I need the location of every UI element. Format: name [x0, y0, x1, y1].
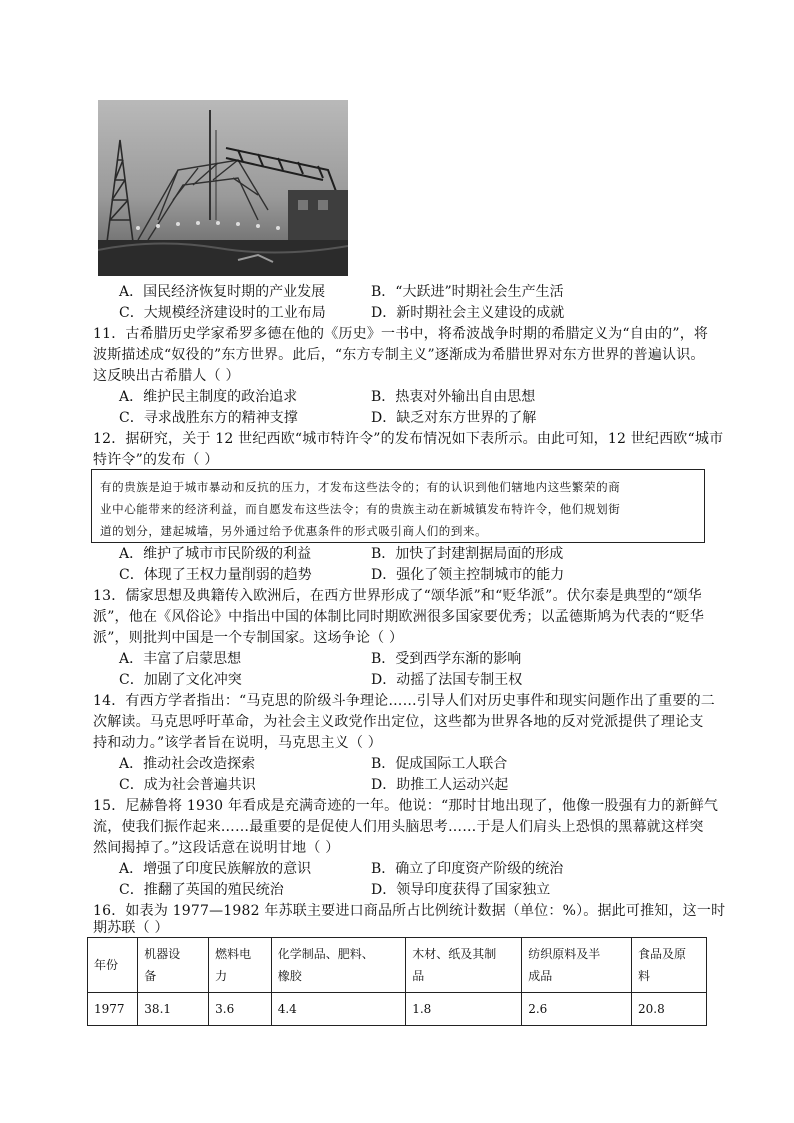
cell-food: 20.8	[632, 993, 707, 1026]
q15-option-b[interactable]: B．确立了印度资产阶级的统治	[371, 861, 564, 877]
q12-source-line-2: 业中心能带来的经济利益，而自愿发布这些法令；有的贵族主动在新城镇发布特许令，他们规划街	[100, 502, 621, 516]
q16-stem-line-2: 期苏联（ ）	[93, 920, 169, 936]
q15-option-c[interactable]: C．推翻了英国的殖民统治	[119, 882, 284, 898]
q14-stem-line-1: 14．有西方学者指出：“马克思的阶级斗争理论……引导人们对历史事件和现实问题作出了重要的二	[93, 693, 715, 709]
q10-option-a[interactable]: A．国民经济恢复时期的产业发展	[119, 284, 326, 300]
q10-option-d[interactable]: D．新时期社会主义建设的成就	[371, 305, 565, 321]
q15-option-a[interactable]: A．增强了印度民族解放的意识	[119, 861, 312, 877]
q12-source-box	[91, 469, 705, 543]
q11-option-d[interactable]: D．缺乏对东方世界的了解	[371, 410, 537, 426]
q15-stem-line-3: 然间揭掉了。”这段话意在说明甘地（ ）	[93, 840, 340, 856]
q14-option-c[interactable]: C．成为社会普遍共识	[119, 777, 256, 793]
header-machinery: 机器设 备	[138, 938, 209, 993]
cell-fuel-power: 3.6	[209, 993, 272, 1026]
q11-stem-line-3: 这反映出古希腊人（ ）	[93, 368, 240, 384]
header-textile: 纺织原料及半 成品	[522, 938, 632, 993]
q11-option-b[interactable]: B．热衷对外输出自由思想	[371, 389, 536, 405]
q12-option-c[interactable]: C．体现了王权力量削弱的趋势	[119, 567, 312, 583]
q12-source-line-1: 有的贵族是迫于城市暴动和反抗的压力，才发布这些法令的；有的认识到他们辖地内这些繁荣的商	[100, 480, 621, 494]
header-year: 年份	[88, 938, 138, 993]
q14-stem-line-3: 持和动力。”该学者旨在说明，马克思主义（ ）	[93, 735, 383, 751]
q13-stem-line-1: 13．儒家思想及典籍传入欧洲后，在西方世界形成了“颂华派”和“贬华派”。伏尔泰是典型的“颂华	[93, 588, 702, 604]
q15-stem-line-2: 流，使我们振作起来……最重要的是促使人们用头脑思考……于是人们肩头上恐惧的黑幕就这样突	[93, 819, 704, 835]
q16-stem-line-1: 16．如表为 1977—1982 年苏联主要进口商品所占比例统计数据（单位：%）。据此可推知，这一时	[93, 903, 726, 919]
q12-option-b[interactable]: B．加快了封建割据局面的形成	[371, 546, 564, 562]
industrial-construction-photo-icon	[98, 100, 348, 276]
q16-import-table	[87, 937, 707, 1026]
q12-option-d[interactable]: D．强化了领主控制城市的能力	[371, 567, 565, 583]
q13-option-b[interactable]: B．受到西学东渐的影响	[371, 651, 522, 667]
header-chemicals: 化学制品、肥料、 橡胶	[271, 938, 405, 993]
table-header-row	[88, 938, 707, 993]
q13-option-d[interactable]: D．动摇了法国专制王权	[371, 672, 523, 688]
q12-stem-line-1: 12．据研究，关于 12 世纪西欧“城市特许令”的发布情况如下表所示。由此可知，12 世纪西欧“城市	[93, 431, 724, 447]
q14-option-b[interactable]: B．促成国际工人联合	[371, 756, 508, 772]
q14-stem-line-2: 次解读。马克思呼吁革命，为社会主义政党作出定位，这些都为世界各地的反对党派提供了理论支	[93, 714, 704, 730]
cell-textile: 2.6	[522, 993, 632, 1026]
cell-machinery: 38.1	[138, 993, 209, 1026]
q11-stem-line-1: 11．古希腊历史学家希罗多德在他的《历史》一书中，将希波战争时期的希腊定义为“自由的”，将	[93, 326, 709, 342]
q13-option-a[interactable]: A．丰富了启蒙思想	[119, 651, 242, 667]
header-food: 食品及原 料	[632, 938, 707, 993]
industrial-photo	[98, 100, 348, 276]
q15-stem-line-1: 15．尼赫鲁将 1930 年看成是充满奇迹的一年。他说：“那时甘地出现了，他像一股强有力的新鲜气	[93, 798, 719, 814]
q14-option-d[interactable]: D．助推工人运动兴起	[371, 777, 509, 793]
q13-option-c[interactable]: C．加剧了文化冲突	[119, 672, 242, 688]
q10-option-b[interactable]: B．“大跃进”时期社会生产生活	[371, 284, 564, 300]
q15-option-d[interactable]: D．领导印度获得了国家独立	[371, 882, 551, 898]
q12-source-line-3: 道的划分，建起城墙，另外通过给予优惠条件的形式吸引商人们的到来。	[100, 524, 488, 538]
cell-chemicals: 4.4	[271, 993, 405, 1026]
q11-option-a[interactable]: A．维护民主制度的政治追求	[119, 389, 298, 405]
q12-option-a[interactable]: A．维护了城市市民阶级的利益	[119, 546, 312, 562]
q11-option-c[interactable]: C．寻求战胜东方的精神支撑	[119, 410, 298, 426]
q12-stem-line-2: 特许令”的发布（ ）	[93, 452, 219, 468]
q11-stem-line-2: 波斯描述成“奴役的”东方世界。此后，“东方专制主义”逐渐成为希腊世界对东方世界的普遍认识。	[93, 347, 705, 363]
table-row	[88, 993, 707, 1026]
cell-year: 1977	[88, 993, 138, 1026]
q10-option-c[interactable]: C．大规模经济建设时的工业布局	[119, 305, 326, 321]
q13-stem-line-3: 派”，则批判中国是一个专制国家。这场争论（ ）	[93, 630, 404, 646]
header-fuel-power: 燃料电 力	[209, 938, 272, 993]
q14-option-a[interactable]: A．推动社会改造探索	[119, 756, 256, 772]
cell-wood-paper: 1.8	[406, 993, 522, 1026]
q13-stem-line-2: 派”，他在《风俗论》中指出中国的体制比同时期欧洲很多国家要优秀；以孟德斯鸠为代表的“贬华	[93, 609, 705, 625]
header-wood-paper: 木材、纸及其制 品	[406, 938, 522, 993]
